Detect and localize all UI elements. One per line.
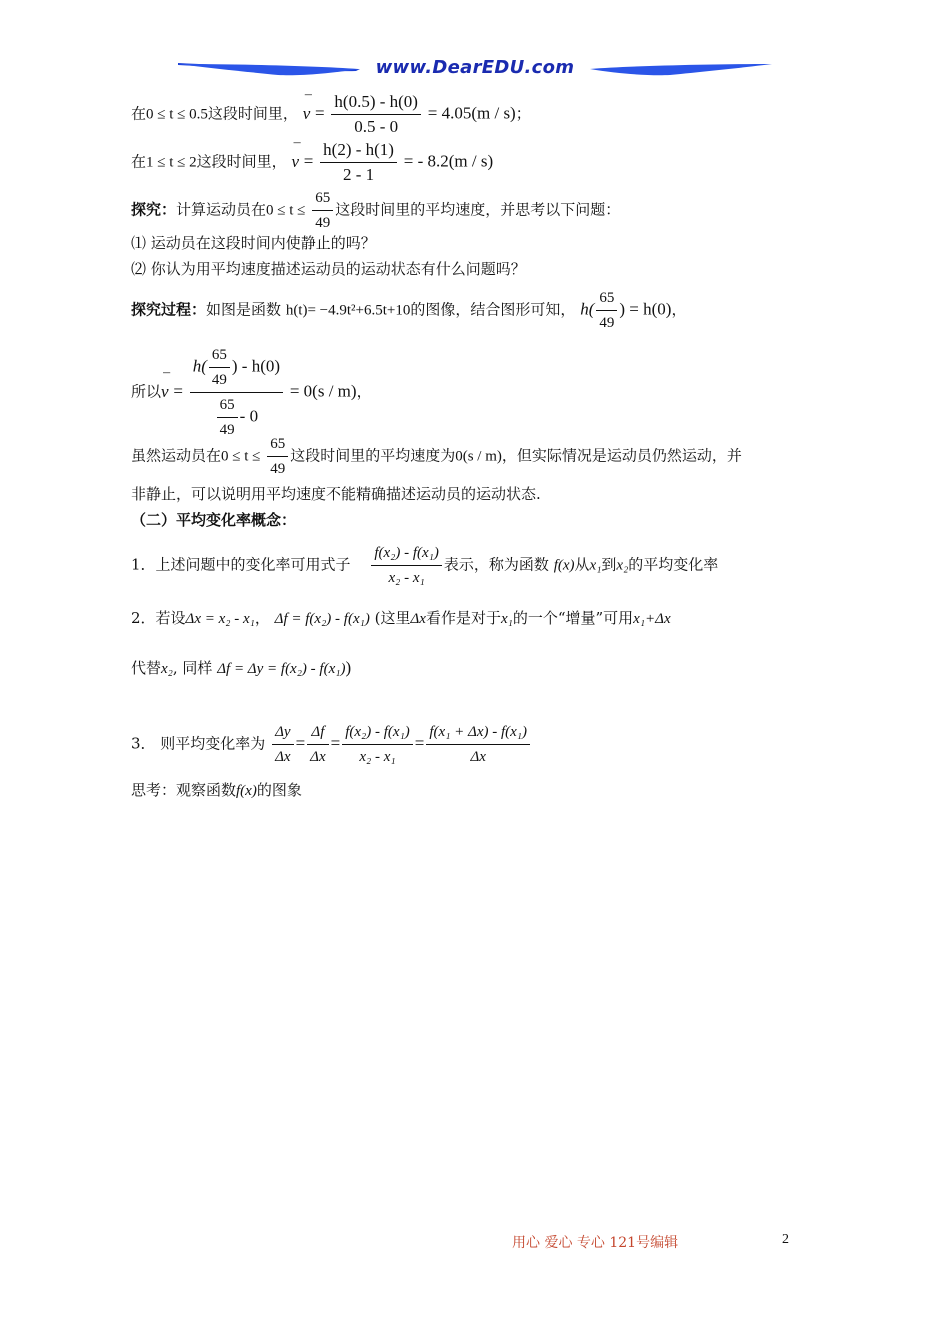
text: 的一个“增量”可用	[512, 609, 634, 627]
fraction	[320, 140, 397, 185]
question-1: ⑴ 运动员在这段时间内使静止的吗？	[131, 234, 376, 252]
interval: 0 ≤ t ≤	[221, 448, 261, 465]
text: 在	[131, 104, 147, 123]
so-line: 所以¯ v = h( $\frac{65}{49}$ ) - h(0) $\frac{65}{49}$ - 0 = 0(s / m)，	[131, 345, 372, 440]
value: 0(s / m)	[455, 448, 502, 465]
numerator: h( $\frac{65}{49}$ ) - h(0)	[190, 345, 283, 393]
text: 的图象	[256, 781, 302, 799]
text: 从	[574, 555, 590, 574]
explore-line	[131, 188, 620, 233]
function-expression: h(t)= −4.9t²+6.5t+10	[285, 302, 411, 319]
avg-velocity-symbol: ¯ v	[161, 382, 169, 402]
numerator: Δf	[307, 722, 328, 745]
fraction-65-49	[267, 434, 288, 479]
interval: 0 ≤ t ≤	[266, 202, 306, 219]
denominator: Δx	[470, 749, 486, 765]
paragraph-2	[131, 608, 671, 629]
fraction	[371, 543, 442, 588]
text: 2．若设	[131, 609, 186, 627]
numerator: f(x₁ + Δx) - f(x₁)	[426, 722, 530, 745]
denominator: Δx	[275, 749, 291, 765]
delta-f-equation: Δf = Δy = f(x₂) - f(x₁)	[217, 661, 346, 677]
denominator: Δx	[310, 749, 326, 765]
denominator: 49	[599, 315, 615, 331]
denominator: x₂ - x₁	[359, 749, 396, 765]
line-interval-2: 在1 ≤ t ≤ 2这段时间里， ¯ v = $\frac{h(2) - h(1)}{2 - 1}$ = - 8.2(m / s)	[131, 140, 493, 185]
paragraph-3: 3． 则平均变化率为 $\frac{\Delta y}{\Delta x}$ = $\frac{\Delta f}{\Delta x}$ = $\frac{\text{f(x₂) - f(x₁)}}{\text{x₂ - x₁}}$ = $\frac{\text{f(x₁ + Δx) - f(x₁)}}{\Delta x}$	[131, 722, 532, 767]
text: 表示，称为函数	[443, 555, 549, 574]
text: 这段时间里的平均速度为	[290, 446, 456, 465]
x1-plus: x₁+	[633, 611, 656, 627]
h-symbol: h(	[580, 299, 595, 319]
text: 这段时间里，	[207, 104, 298, 123]
text: ，	[254, 609, 270, 627]
result: = 0(s / m)	[289, 381, 357, 401]
paragraph-1	[131, 543, 718, 588]
fraction	[272, 722, 293, 767]
text: (这里	[374, 609, 411, 627]
numerator: 65	[312, 188, 333, 211]
fraction-65-49	[312, 188, 333, 233]
text: , 同样	[172, 659, 213, 677]
numerator: f(x₂) - f(x₁)	[371, 543, 442, 566]
page-number: 2	[782, 1232, 789, 1247]
result: = 4.05(m / s)	[427, 103, 516, 123]
result: = - 8.2(m / s)	[403, 151, 494, 171]
fraction	[426, 722, 530, 767]
text: 如图是函数	[206, 300, 282, 319]
compound-fraction	[190, 345, 283, 440]
fraction-65-49	[596, 288, 617, 333]
text: 这段时间里，	[196, 152, 287, 171]
fx: f(x)	[553, 557, 575, 574]
text: )	[345, 658, 352, 677]
x2: x₂	[616, 557, 629, 574]
text: 的平均变化率	[628, 555, 719, 574]
section-heading	[131, 510, 296, 530]
x1: x₁	[500, 611, 513, 627]
text: ，	[356, 382, 372, 401]
process-label: 探究过程：	[131, 300, 207, 319]
text: ；	[515, 104, 531, 123]
x1: x₁	[589, 557, 602, 574]
numerator: 65	[596, 288, 617, 311]
numerator: Δy	[272, 722, 293, 745]
x2: x₂	[161, 661, 173, 677]
numerator: h(2) - h(1)	[320, 140, 397, 163]
think-line	[131, 780, 302, 801]
numerator: h(0.5) - h(0)	[331, 92, 421, 115]
text: 看作是对于	[425, 609, 501, 627]
denominator: 0.5 - 0	[354, 117, 399, 136]
section-title: （二）平均变化率概念：	[131, 511, 297, 529]
interval: 0 ≤ t ≤ 0.5	[146, 106, 208, 123]
numerator: f(x₂) - f(x₁)	[342, 722, 413, 745]
denominator: $\frac{65}{49}$ - 0	[190, 393, 283, 440]
text: 代替	[131, 659, 162, 677]
text: ，但实际情况是运动员仍然运动，并	[501, 446, 742, 465]
fraction	[331, 92, 421, 137]
text: 思考：观察函数	[131, 781, 237, 799]
header-brand[interactable]: www.DearEDU.com	[375, 57, 575, 78]
explore-label: 探究：	[131, 200, 177, 219]
text: 到	[601, 555, 617, 574]
process-line	[131, 288, 686, 333]
text: ，	[671, 300, 687, 319]
text: 3． 则平均变化率为	[131, 734, 266, 753]
delta-f-def: Δf = f(x₂) - f(x₁)	[274, 611, 370, 627]
fraction	[342, 722, 413, 767]
text: 计算运动员在	[176, 200, 267, 219]
text: 的图像，结合图形可知，	[410, 300, 576, 319]
denominator: 49	[315, 215, 331, 231]
avg-velocity-symbol: ¯ v	[303, 104, 311, 124]
text: 1．上述问题中的变化率可用式子	[131, 555, 351, 574]
though-line-2: 非静止，可以说明用平均速度不能精确描述运动员的运动状态.	[131, 485, 541, 503]
text: 所以	[131, 382, 162, 401]
delta-x: Δx	[410, 611, 426, 627]
fraction	[307, 722, 328, 767]
numerator: 65	[267, 434, 288, 457]
text: 虽然运动员在	[131, 446, 222, 465]
paragraph-2-cont	[131, 658, 351, 679]
header-banner	[178, 56, 772, 82]
delta-x-def: Δx = x₂ - x₁	[185, 611, 255, 627]
footer-text: 用心 爱心 专心 121号编辑	[512, 1235, 679, 1251]
text: 在	[131, 152, 147, 171]
question-2: ⑵ 你认为用平均速度描述运动员的运动状态有什么问题吗？	[131, 260, 526, 278]
delta-x: Δx	[655, 611, 671, 627]
though-line	[131, 434, 742, 479]
line-interval-1: 在0 ≤ t ≤ 0.5这段时间里， ¯ v = $\frac{h(0.5) - h(0)}{0.5 - 0}$ = 4.05(m / s)；	[131, 92, 531, 137]
avg-velocity-symbol: ¯ v	[291, 152, 299, 172]
denominator: 49	[270, 461, 286, 477]
interval: 1 ≤ t ≤ 2	[146, 154, 197, 171]
text: 这段时间里的平均速度，并思考以下问题：	[335, 200, 621, 219]
denominator: x₂ - x₁	[388, 570, 425, 586]
denominator: 2 - 1	[342, 165, 375, 184]
fx: f(x)	[236, 783, 257, 799]
equation-tail: ) = h(0)	[619, 299, 672, 319]
